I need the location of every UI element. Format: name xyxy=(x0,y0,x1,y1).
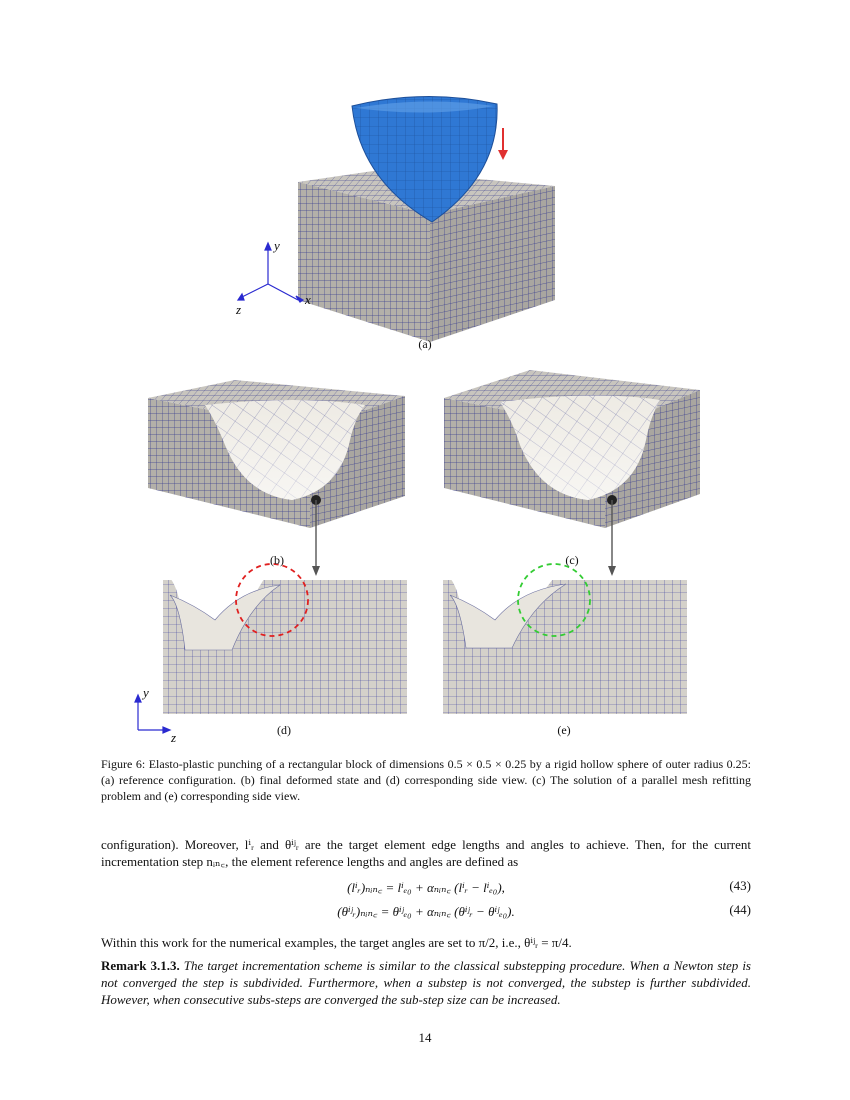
equation-43 xyxy=(101,876,751,898)
punch-arrow-head xyxy=(498,150,508,160)
sublabel-e: (e) xyxy=(557,723,571,737)
axis-label-z-a: z xyxy=(236,302,242,317)
axis-label-y-d: y xyxy=(143,685,149,700)
axis-label-x-a: x xyxy=(305,292,311,307)
panel-c-mesh-refitting xyxy=(444,370,700,576)
sublabel-a: (a) xyxy=(418,337,432,351)
axis-label-y-a: y xyxy=(274,238,280,253)
equation-43-number: (43) xyxy=(729,878,751,893)
panel-a-reference-configuration xyxy=(238,96,555,342)
equation-44-body: (θⁱʲᵣ)ₙᵢₙ꜀ = θⁱʲₑ₀ + αₙᵢₙ꜀ (θⁱʲᵣ − θⁱʲₑ₀). xyxy=(337,904,515,919)
panel-b-deformed-state xyxy=(148,380,405,576)
remark-text: The target incrementation scheme is similar to the classical substepping procedure. When a Newton step is not converged the step is subdivided. Furthermore, when a substep is not converged, the substep is further subdivided. However, when consecutive subs-steps are converged the sub-step size can be increased. xyxy=(101,958,751,1007)
equation-44 xyxy=(101,900,751,922)
sublabel-b: (b) xyxy=(270,553,284,567)
remark-title: Remark 3.1.3. xyxy=(101,958,180,973)
paragraph-target-angles: Within this work for the numerical examples, the target angles are set to π/2, i.e., θⁱʲᵣ = π/4. xyxy=(101,935,572,950)
axis-label-z-d: z xyxy=(171,730,177,745)
equation-43-body: (lⁱᵣ)ₙᵢₙ꜀ = lⁱₑ₀ + αₙᵢₙ꜀ (lⁱᵣ − lⁱₑ₀), xyxy=(347,880,505,895)
panel-e-side-view xyxy=(443,560,687,714)
equation-44-number: (44) xyxy=(729,902,751,917)
remark-3-1-3 xyxy=(101,957,751,1008)
panel-d-side-view xyxy=(135,560,407,733)
sublabel-c: (c) xyxy=(565,553,579,567)
axes-triad-a xyxy=(238,243,303,302)
page-number: 14 xyxy=(418,1030,432,1045)
paragraph-targets: configuration). Moreover, lⁱᵣ and θⁱʲᵣ are the target element edge lengths and angles to achieve. Then, for the current incrementation step nᵢₙ꜀, the element reference lengths and angles are defined as xyxy=(101,837,751,869)
figure-caption: Figure 6: Elasto-plastic punching of a rectangular block of dimensions 0.5 × 0.5 × 0.25 by a rigid hollow sphere of outer radius 0.25: (a) reference configuration. (b) final deformed state and (d) corresponding side view. (c) The solution of a parallel mesh refitting problem and (e) corresponding side view. xyxy=(101,757,751,803)
sublabel-d: (d) xyxy=(277,723,291,737)
